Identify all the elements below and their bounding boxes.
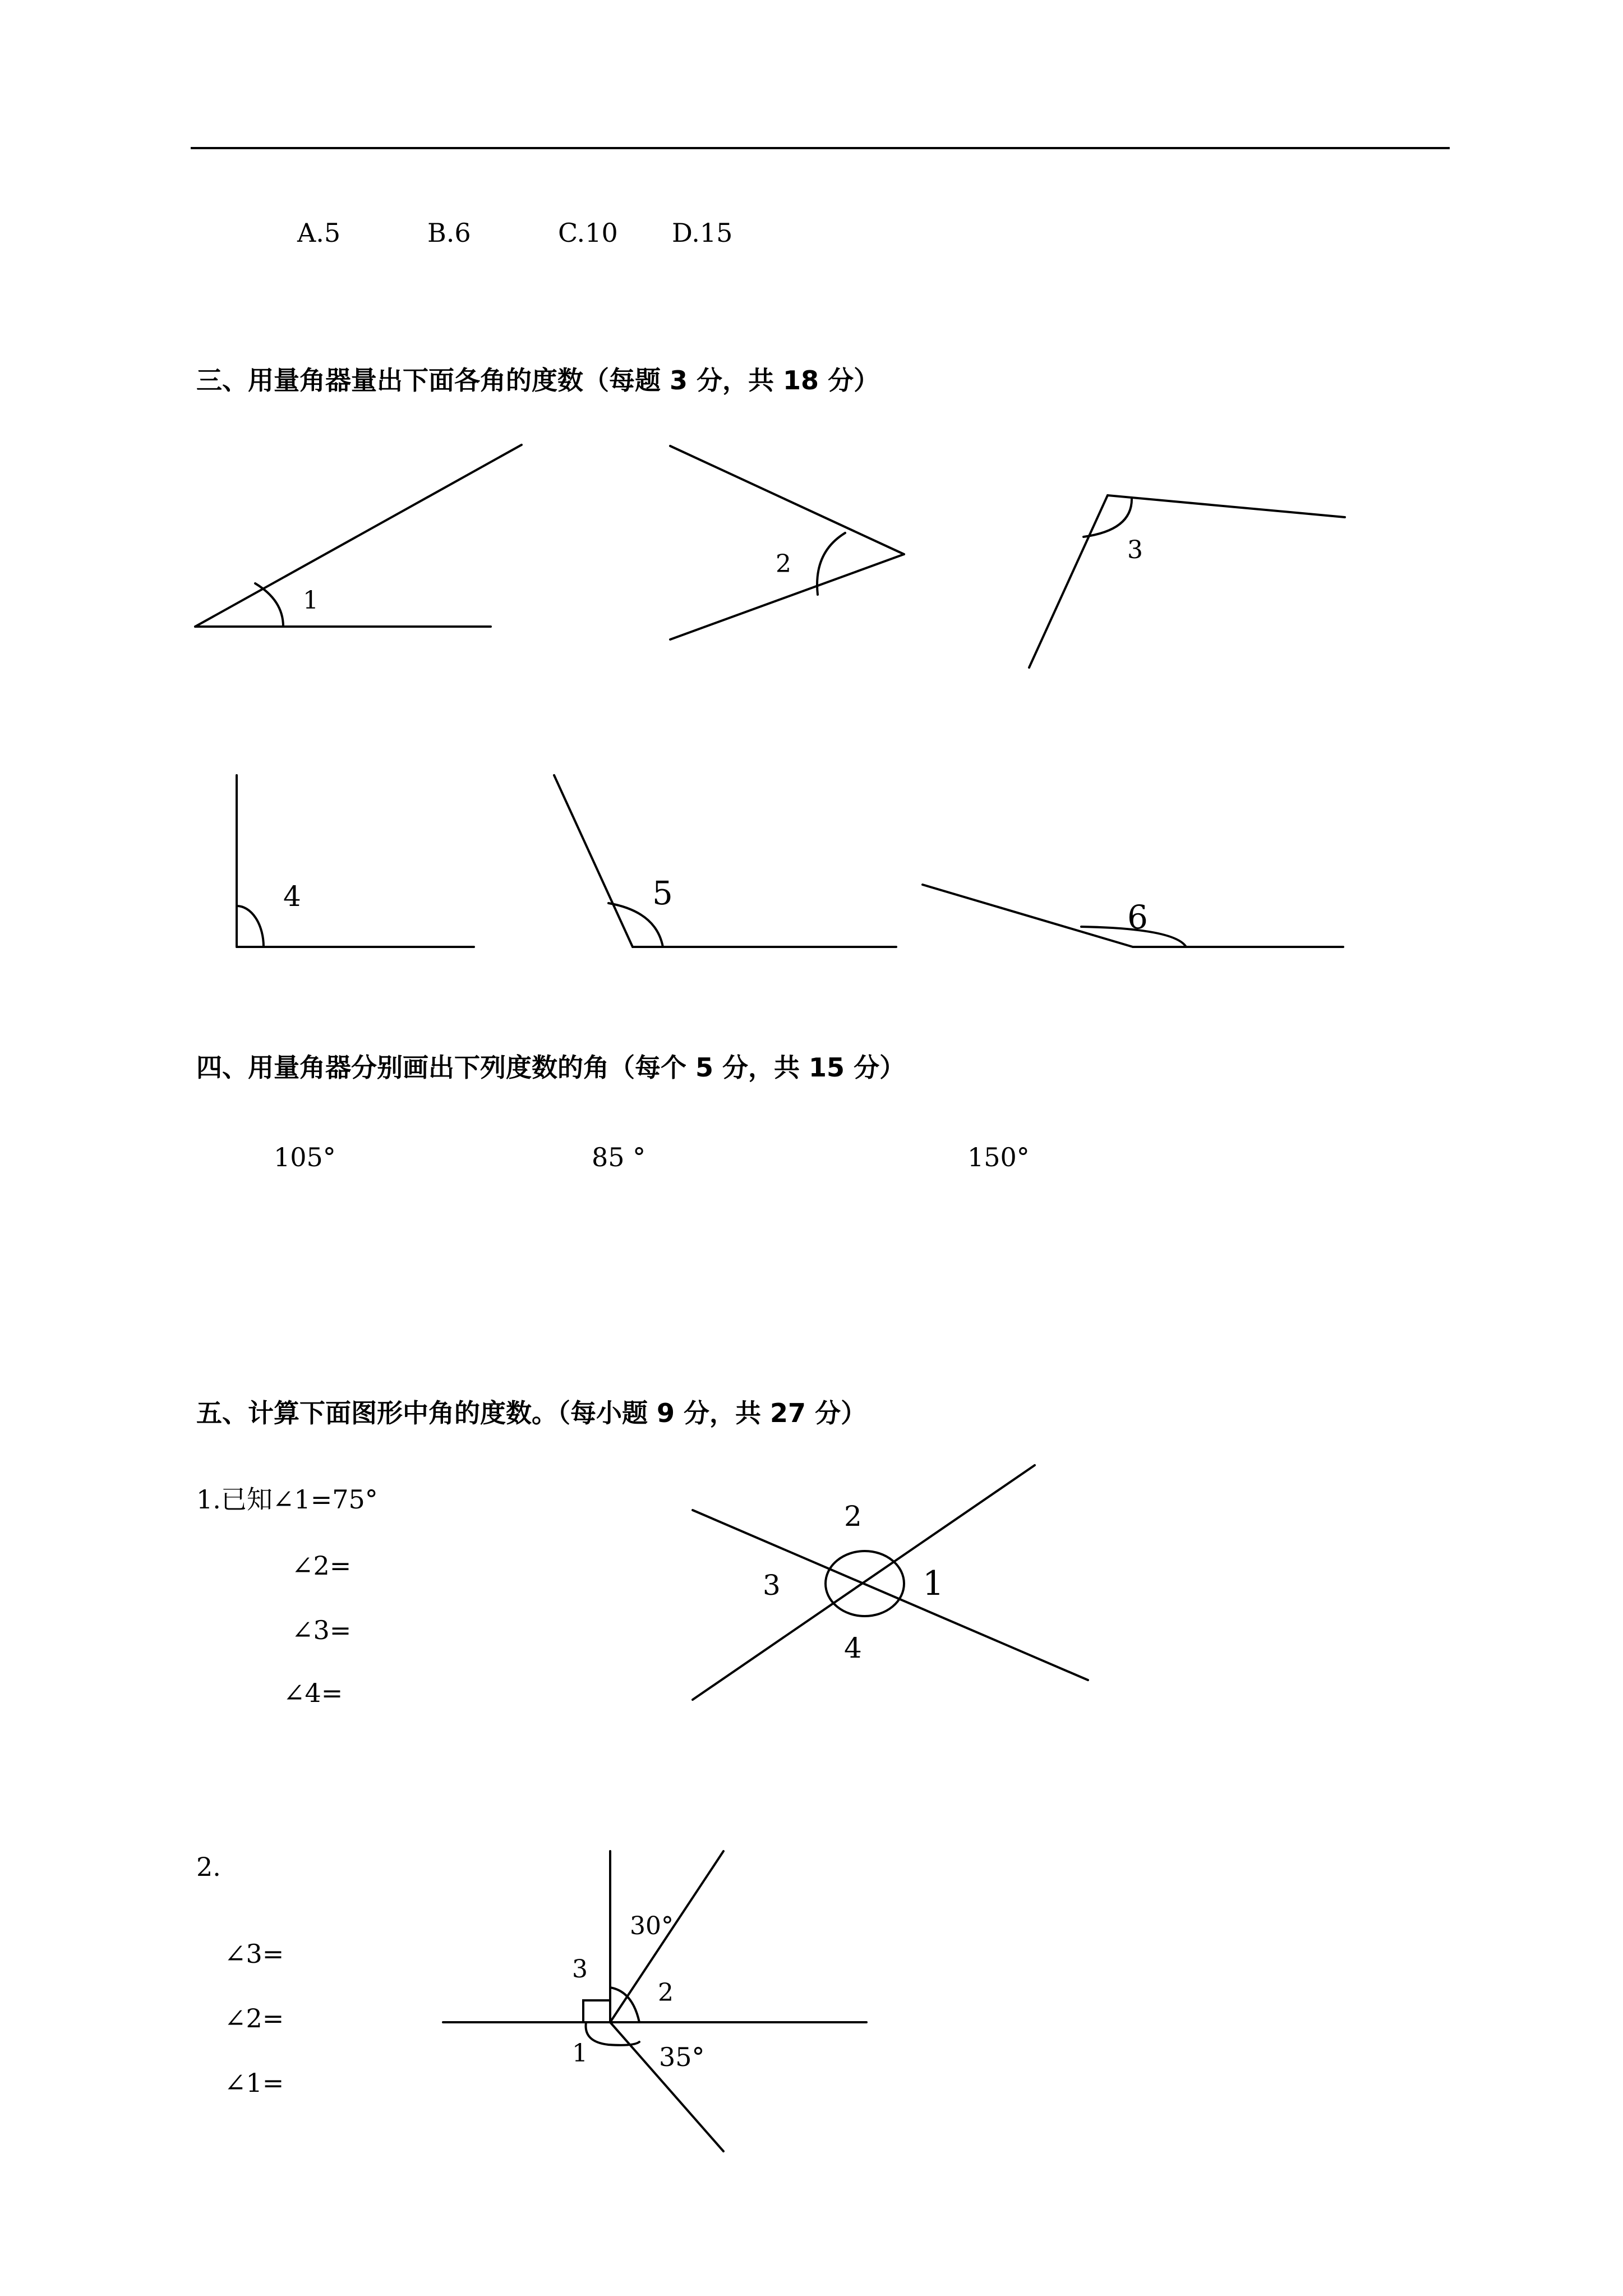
- q1-intersecting-lines-figure: [693, 1465, 1088, 1700]
- degree-85: 85 °: [592, 1142, 646, 1172]
- q2-label-3: 3: [572, 1955, 588, 1984]
- q1-angle4-line: ∠4=: [283, 1678, 343, 1708]
- angle-2-label: 2: [776, 550, 791, 578]
- angle-4-label: 4: [283, 880, 301, 913]
- angle-3-label: 3: [1127, 536, 1143, 564]
- q2-angle2-line: ∠2=: [224, 2003, 284, 2033]
- degree-105: 105°: [274, 1142, 336, 1172]
- q2-label-35deg: 35°: [659, 2042, 705, 2072]
- angle-4-figure: [237, 775, 474, 947]
- angle-5-label: 5: [652, 874, 673, 912]
- option-b: B.6: [427, 218, 471, 248]
- option-c: C.10: [558, 218, 618, 248]
- section-5-heading: 五、计算下面图形中角的度数。（每小题 9 分，共 27 分）: [196, 1398, 867, 1428]
- q1-label-1: 1: [923, 1564, 944, 1603]
- q1-given: 1.已知∠1=75°: [196, 1484, 378, 1515]
- q1-label-4: 4: [844, 1632, 862, 1664]
- angle-3-figure: [1029, 495, 1345, 668]
- q2-label-2: 2: [658, 1978, 674, 2007]
- angle-5-figure: [554, 775, 896, 947]
- angle-2-figure: [670, 446, 904, 639]
- angle-1-figure: [195, 445, 522, 627]
- q2-angle3-line: ∠3=: [224, 1939, 284, 1969]
- q2-figure: [443, 1851, 866, 2151]
- degree-150: 150°: [967, 1142, 1030, 1172]
- q2-angle1-line: ∠1=: [224, 2068, 284, 2098]
- q1-angle2-line: ∠2=: [292, 1550, 352, 1581]
- section-3-heading: 三、用量角器量出下面各角的度数（每题 3 分，共 18 分）: [196, 365, 880, 395]
- option-d: D.15: [672, 218, 733, 248]
- q1-label-3: 3: [763, 1569, 781, 1602]
- q1-angle3-line: ∠3=: [292, 1615, 352, 1645]
- q2-number: 2.: [196, 1852, 221, 1882]
- section-4-heading: 四、用量角器分别画出下列度数的角（每个 5 分，共 15 分）: [196, 1052, 906, 1083]
- angle-1-label: 1: [303, 586, 319, 615]
- q2-label-30deg: 30°: [630, 1912, 674, 1940]
- option-a: A.5: [297, 218, 341, 248]
- angle-6-label: 6: [1127, 898, 1148, 936]
- q2-label-1: 1: [572, 2039, 588, 2068]
- q1-label-2: 2: [844, 1500, 862, 1533]
